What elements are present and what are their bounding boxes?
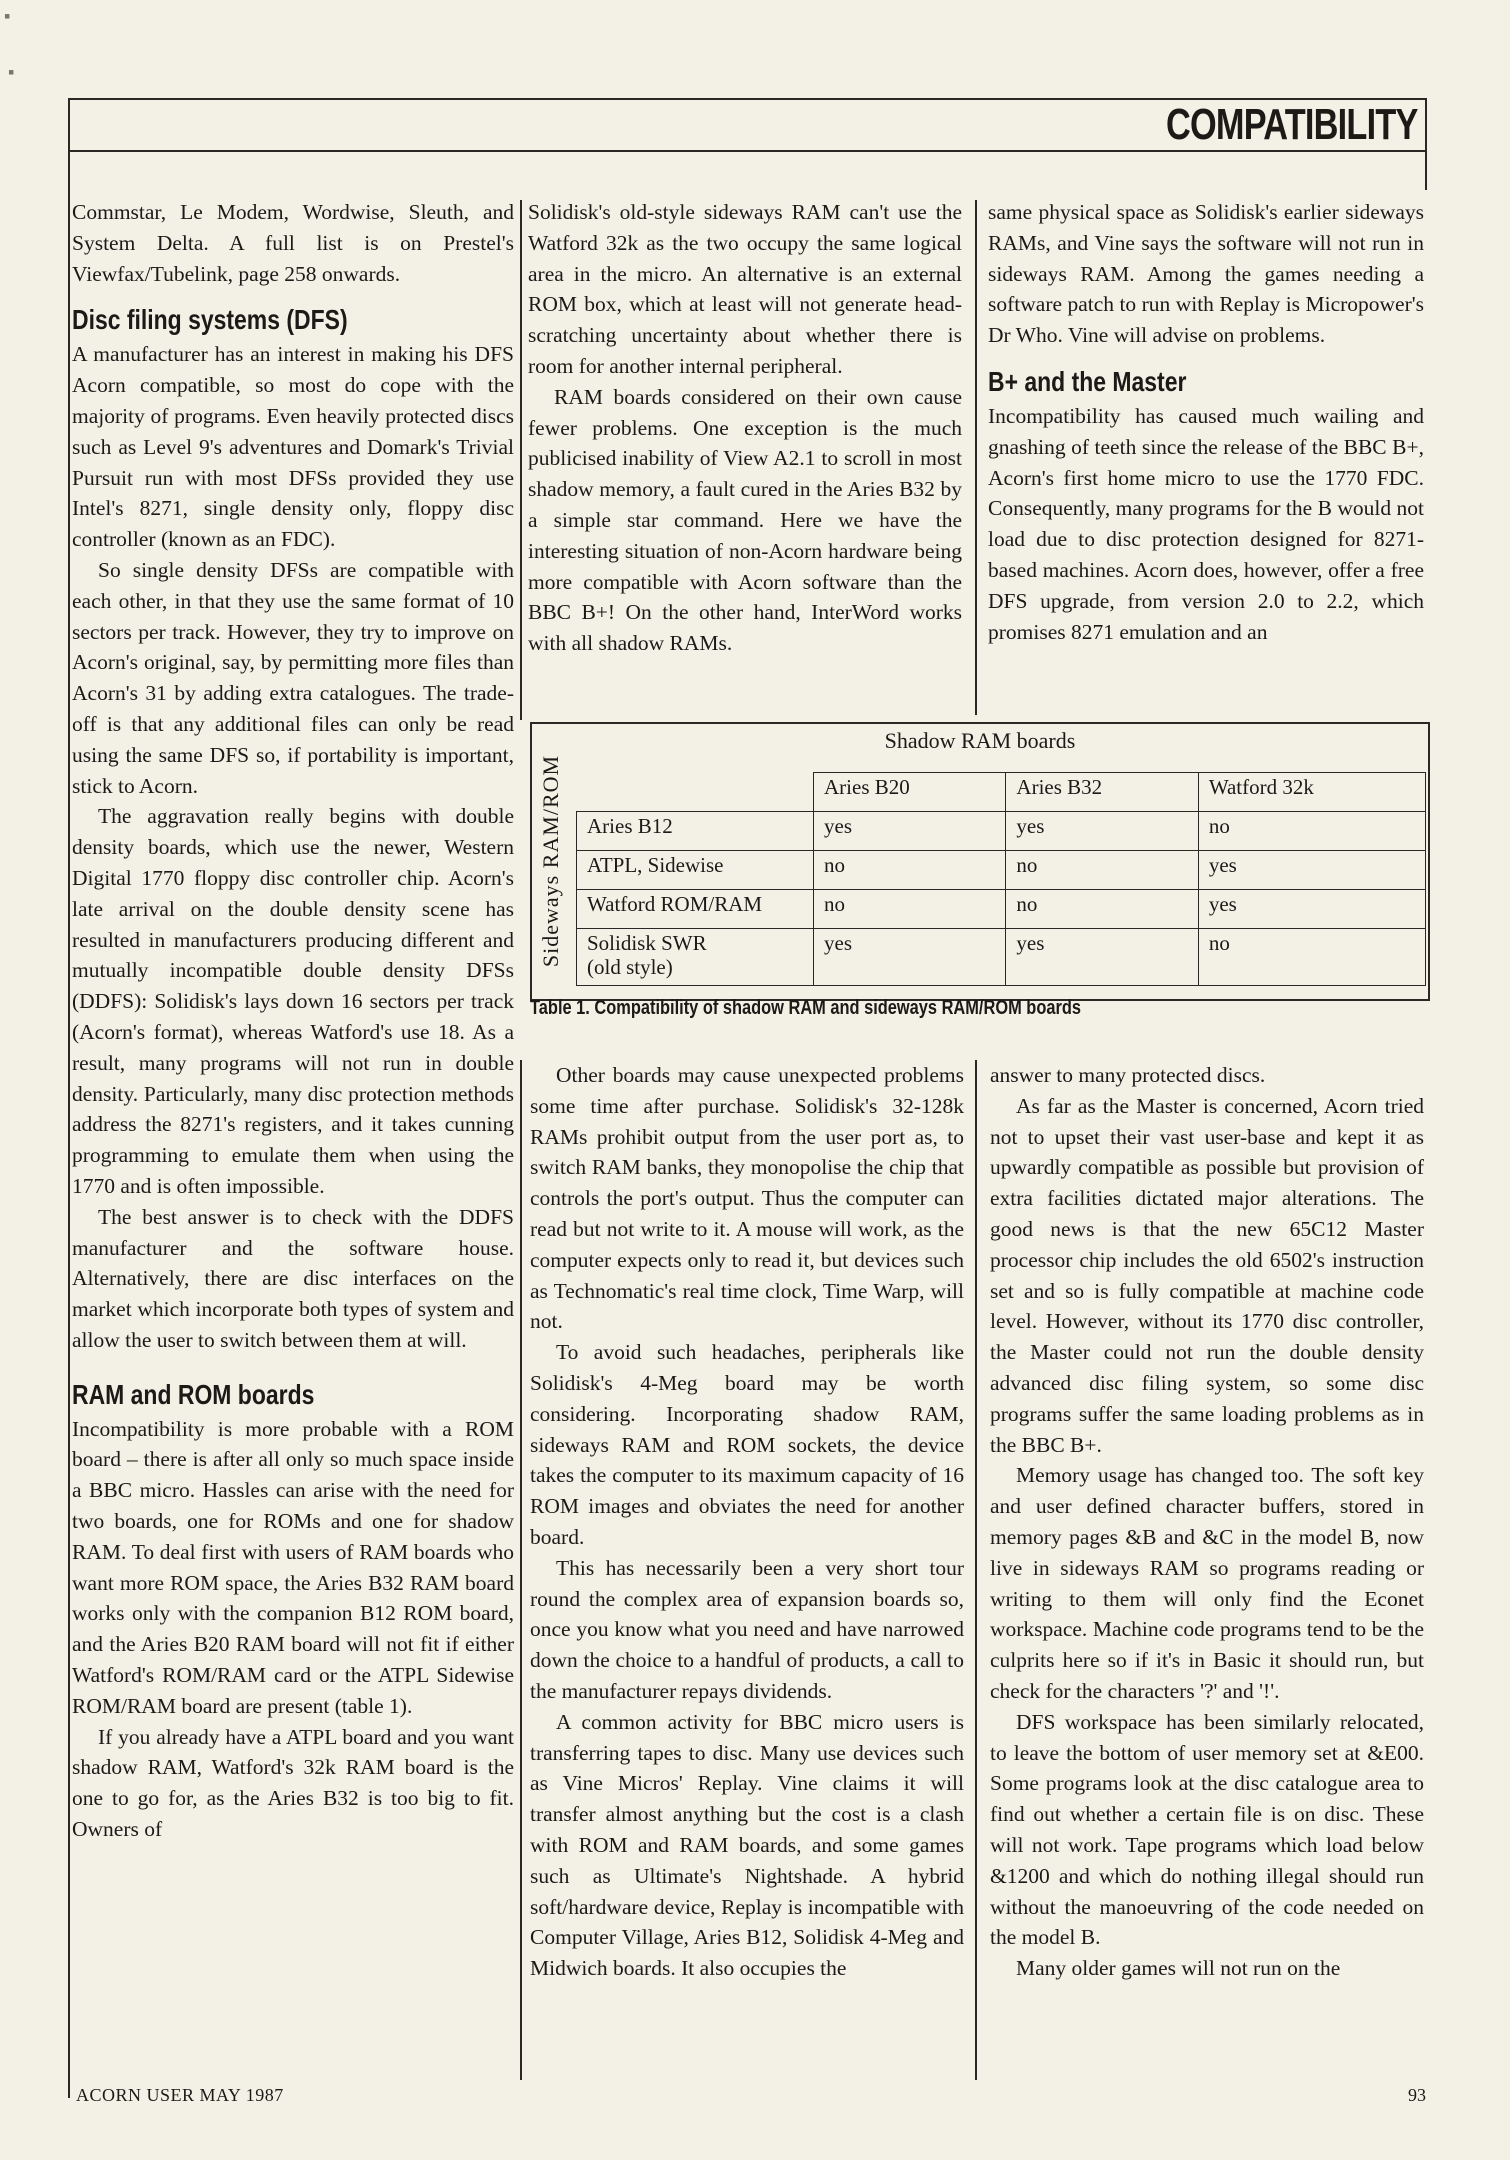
table-title: Shadow RAM boards xyxy=(884,728,1076,753)
row-label: Aries B12 xyxy=(577,812,814,851)
paragraph: same physical space as Solidisk's earlier sideways RAMs, and Vine says the software will not run in sideways RAM. Among the games needing a software patch to run with Replay is Micropower's Dr Who. Vine will advise on problems. xyxy=(988,200,1424,348)
table-cell: no xyxy=(1198,929,1425,986)
column-1 xyxy=(72,197,514,1845)
table-cell: yes xyxy=(1198,890,1425,929)
paragraph: Other boards may cause unexpected problems some time after purchase. Solidisk's 32-128k RAMs prohibit output from the user port as, to switch RAM banks, they monopolise the chip that controls the port's output. Thus the computer can read but not write to it. A mouse will work, as the computer expects only to read it, but devices such as Technomatic's real time clock, Time Warp, will not. xyxy=(530,1063,964,1334)
table-cell: no xyxy=(1006,851,1198,890)
table-cell: yes xyxy=(814,812,1006,851)
paragraph: A common activity for BBC micro users is transferring tapes to disc. Many use devices such as Vine Micros' Replay. Vine claims it will transfer almost anything but the cost is a clash with ROM and RAM boards, and some games such as Ultimate's Nightshade. A hybrid soft/hardware device, Replay is incompatible with Computer Village, Aries B12, Solidisk 4-Meg and Midwich boards. It also occupies the xyxy=(530,1709,964,1981)
table-cell: yes xyxy=(1006,929,1198,986)
table-cell: yes xyxy=(814,929,1006,986)
table-header-row xyxy=(577,773,1426,812)
column-2-upper xyxy=(528,197,962,659)
right-rule xyxy=(1425,98,1427,190)
column-3-lower xyxy=(990,1060,1424,1984)
table-cell: no xyxy=(1006,890,1198,929)
table-row xyxy=(577,929,1426,986)
paragraph: This has necessarily been a very short tour round the complex area of expansion boards so, once you know what you need and have narrowed down the choice to a handful of products, a call to the manufacturer repays dividends. xyxy=(530,1555,964,1703)
heading-dfs: Disc filing systems (DFS) xyxy=(72,304,348,336)
table-cell: no xyxy=(814,851,1006,890)
heading-bplus-master: B+ and the Master xyxy=(988,365,1187,397)
paragraph: Many older games will not run on the xyxy=(1016,1956,1341,1981)
scan-mark: ▪ xyxy=(8,62,15,82)
paragraph: answer to many protected discs. xyxy=(990,1063,1266,1087)
left-rule xyxy=(68,98,70,2098)
section-title: COMPATIBILITY xyxy=(1166,100,1418,149)
table-cell: no xyxy=(1198,812,1425,851)
column-2-lower xyxy=(530,1060,964,1984)
paragraph: To avoid such headaches, peripherals like Solidisk's 4-Meg board may be worth considering. Incorporating shadow RAM, sideways RAM and ROM sockets, the device takes the computer to its maximum capacity of 16 ROM images and obviates the need for another board. xyxy=(530,1340,964,1549)
paragraph: Memory usage has changed too. The soft key and user defined character buffers, stored in memory pages &B and &C in the model B, now live in sideways RAM so programs reading or writing to them will only find the Econet workspace. Machine code programs tend to be the culprits here so if it's in Basic it should run, but check for the characters '?' and '!'. xyxy=(990,1463,1424,1703)
paragraph: A manufacturer has an interest in making his DFS Acorn compatible, so most do cope with the majority of programs. Even heavily protected discs such as Level 9's adventures and Domark's Trivial Pursuit run with most DFSs provided they use Intel's 8271, single density only, floppy disc controller (known as an FDC). xyxy=(72,342,514,552)
paragraph: The best answer is to check with the DDFS manufacturer and the software house. Alternatively, there are disc interfaces on the market which incorporate both types of system and allow the user to switch between them at will. xyxy=(72,1204,514,1352)
paragraph: As far as the Master is concerned, Acorn tried not to upset their vast user-base and kept it as upwardly compatible as possible but provision of extra facilities dictated major alterations. The good news is that the new 65C12 Master processor chip includes the old 6502's instruction set and so is fully compatible at machine code level. However, without its 1770 disc controller, the Master could not run the double density advanced disc filing system, so some disc programs suffer the same loading problems as in the BBC B+. xyxy=(990,1093,1424,1457)
table-cell: yes xyxy=(1006,812,1198,851)
table-row xyxy=(577,890,1426,929)
column-header: Aries B20 xyxy=(814,773,1006,812)
column-rule xyxy=(975,200,977,715)
heading-ram-rom: RAM and ROM boards xyxy=(72,1378,315,1410)
page-number: 93 xyxy=(1408,2085,1426,2105)
paragraph: Incompatibility has caused much wailing and gnashing of teeth since the release of the BBC B+, Acorn's first home micro to use the 1770 FDC. Consequently, many programs for the B would not load due to disc protection designed for 8271-based machines. Acorn does, however, offer a free DFS upgrade, from version 2.0 to 2.2, which promises 8271 emulation and an xyxy=(988,403,1424,644)
table-caption: Table 1. Compatibility of shadow RAM and sideways RAM/ROM boards xyxy=(530,997,1081,1019)
title-rule xyxy=(68,150,1426,152)
table-corner xyxy=(577,773,814,812)
table-side-label: Sideways RAM/ROM xyxy=(538,754,563,968)
table-cell: no xyxy=(814,890,1006,929)
footer-publication: ACORN USER MAY 1987 xyxy=(76,2085,284,2105)
paragraph: So single density DFSs are compatible with each other, in that they use the same format of 10 sectors per track. However, they try to improve on Acorn's original, say, by permitting more files than Acorn's 31 by adding extra catalogues. The trade-off is that any additional files can only be read using the same DFS so, if portability is important, stick to Acorn. xyxy=(72,557,514,798)
table-cell: yes xyxy=(1198,851,1425,890)
row-label-line: (old style) xyxy=(587,955,673,979)
row-label-line: Solidisk SWR xyxy=(587,931,707,955)
paragraph: The aggravation really begins with double density boards, which use the newer, Western Digital 1770 floppy disc controller chip. Acorn's late arrival on the double density scene has resulted in manufacturers producing different and mutually incompatible double density DFSs (DDFS): Solidisk's lays down 16 sectors per track (Acorn's format), whereas Watford's use 18. As a result, many programs will not run in double density. Particularly, many disc protection methods address the 8271's registers, and it takes cunning programming to emulate them when using the 1770 and is often impossible. xyxy=(72,804,514,1198)
column-rule xyxy=(520,200,522,720)
column-3-upper xyxy=(988,197,1424,647)
paragraph: DFS workspace has been similarly relocated, to leave the bottom of user memory set at &E00. Some programs look at the disc catalogue area to find out whether a certain file is on disc. These will not work. Tape programs which load below &1200 and which do nothing illegal should run without the manoeuvring of the code needed on the model B. xyxy=(990,1709,1424,1950)
table-row xyxy=(577,851,1426,890)
column-rule xyxy=(520,1060,522,2080)
compatibility-table xyxy=(530,722,1430,1001)
paragraph: If you already have a ATPL board and you want shadow RAM, Watford's 32k RAM board is the one to go for, as the Aries B32 is too big to fit. Owners of xyxy=(72,1724,514,1842)
paragraph: Incompatibility is more probable with a ROM board – there is after all only so much space inside a BBC micro. Hassles can arise with the need for two boards, one for ROMs and one for shadow RAM. To deal first with users of RAM boards who want more ROM space, the Aries B32 RAM board works only with the companion B12 ROM board, and the Aries B20 RAM board will not fit if either Watford's ROM/RAM card or the ATPL Sidewise ROM/RAM board are present (table 1). xyxy=(72,1416,514,1718)
scan-mark: ▪ xyxy=(4,6,11,26)
paragraph: Solidisk's old-style sideways RAM can't use the Watford 32k as the two occupy the same logical area in the micro. An alternative is an external ROM box, which at least will not generate head-scratching uncertainty about whether there is room for another internal peripheral. xyxy=(528,200,962,378)
row-label: ATPL, Sidewise xyxy=(577,851,814,890)
row-label: Watford ROM/RAM xyxy=(577,890,814,929)
column-header: Watford 32k xyxy=(1198,773,1425,812)
paragraph: Commstar, Le Modem, Wordwise, Sleuth, and System Delta. A full list is on Prestel's Viewfax/Tubelink, page 258 onwards. xyxy=(72,200,514,286)
row-label xyxy=(577,929,814,986)
column-header: Aries B32 xyxy=(1006,773,1198,812)
table-row xyxy=(577,812,1426,851)
table-grid xyxy=(576,772,1426,986)
column-rule xyxy=(975,1060,977,2080)
paragraph: RAM boards considered on their own cause fewer problems. One exception is the much publicised inability of View A2.1 to scroll in most shadow memory, a fault cured in the Aries B32 by a simple star command. Here we have the interesting situation of non-Acorn hardware being more compatible with Acorn software than the BBC B+! On the other hand, InterWord works with all shadow RAMs. xyxy=(528,384,962,656)
